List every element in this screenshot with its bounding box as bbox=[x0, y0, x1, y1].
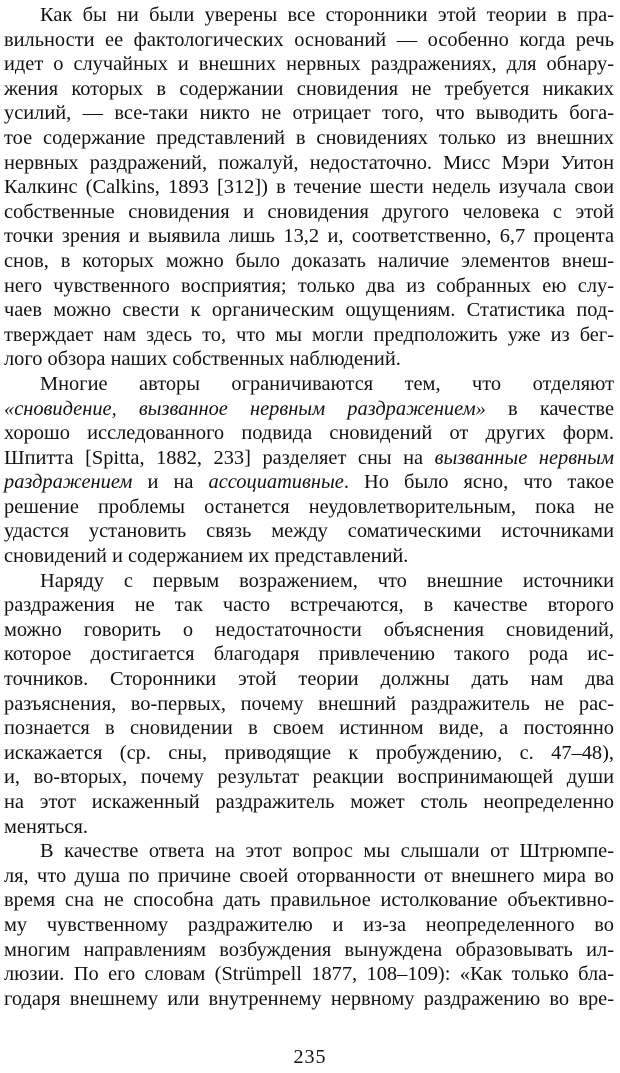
text-line: тое содержание представлений в сновидениях только из внешних bbox=[4, 126, 614, 149]
text-line: Многие авторы ограничиваются тем, что отделяют bbox=[40, 372, 614, 395]
text-line: решение проблемы останется неудовлетворительным, пока не bbox=[4, 495, 614, 518]
text-line: многим направлениям возбуждения вынуждена образовывать ил- bbox=[4, 938, 614, 961]
text-line: лого обзора наших собственных наблюдений. bbox=[4, 348, 401, 371]
paragraph-2 bbox=[4, 372, 614, 569]
italic-phrase: раздражением bbox=[4, 471, 133, 494]
text-line: Как бы ни были уверены все сторонники этой теории в пра- bbox=[40, 4, 614, 26]
text-line: можно говорить о недостаточности объяснения сновидений, bbox=[4, 618, 614, 641]
text-line: точников. Сторонники этой теории должны дать нам два bbox=[4, 668, 614, 691]
italic-phrase: вызванные нервным bbox=[434, 446, 614, 469]
text-line: жения которых в содержании сновидения не требуется никаких bbox=[4, 77, 614, 100]
text-line: сновидений и содержанием их представлений. bbox=[4, 545, 409, 568]
paragraph-4 bbox=[4, 839, 614, 1011]
text-line: познается в сновидении в своем истинном виде, а постоянно bbox=[4, 717, 614, 740]
text-line: раздражения не так часто встречаются, в качестве второго bbox=[4, 594, 614, 617]
italic-phrase: ассоциативные bbox=[208, 471, 344, 494]
text-line: В качестве ответа на этот вопрос мы слышали от Штрюмпе- bbox=[40, 840, 614, 863]
text-line: люзии. По его словам (Strümpell 1877, 108–109): «Как только бла- bbox=[4, 963, 614, 986]
text-line: му чувственному раздражителю и из-за неопределенного во bbox=[4, 913, 614, 936]
text-line: чаев можно свести к органическим ощущениям. Статистика под- bbox=[4, 299, 614, 322]
text-line: точки зрения и выявила лишь 13,2 и, соответственно, 6,7 процента bbox=[4, 225, 614, 248]
text-line-with-italic: Шпитта [Spitta, 1882, 233] разделяет сны на вызванные нервным bbox=[4, 446, 614, 469]
text-line: искажается (ср. сны, приводящие к пробуждению, с. 47–48), bbox=[4, 741, 614, 764]
text-line-with-italic: «сновидение, вызванное нервным раздражением» в качестве bbox=[4, 397, 614, 420]
text-line: на этот искаженный раздражитель может столь неопределенно bbox=[4, 791, 614, 813]
text-line: годаря внешнему или внутреннему нервному раздражению во вре- bbox=[4, 987, 614, 1010]
paragraph-1 bbox=[4, 3, 614, 372]
text-line: Наряду с первым возражением, что внешние источники bbox=[40, 569, 614, 592]
text-line: хорошо исследованного подвида сновидений от других форм. bbox=[4, 422, 614, 445]
text-line: тверждает нам здесь то, что мы могли предположить уже из бег- bbox=[4, 323, 614, 346]
text-line: вильности ее фактологических оснований — особенно когда речь bbox=[4, 28, 614, 51]
page-number: 235 bbox=[293, 1046, 327, 1068]
text-line: время сна не способна дать правильное истолкование объективно- bbox=[4, 889, 614, 912]
text-line: и, во-вторых, почему результат реакции воспринимающей души bbox=[4, 766, 614, 789]
text-line: Калкинс (Calkins, 1893 [312]) в течение шести недель изучала свои bbox=[4, 176, 614, 199]
text-line: меняться. bbox=[4, 815, 88, 838]
text-line: нервных раздражений, пожалуй, недостаточно. Мисс Мэри Уитон bbox=[4, 151, 614, 174]
italic-phrase: «сновидение, вызванное нервным раздражением» bbox=[4, 397, 486, 420]
paragraph-3 bbox=[4, 569, 614, 840]
text-line: снов, в которых можно было доказать наличие элементов внеш- bbox=[4, 249, 614, 272]
text-line: которое достигается благодаря привлечению такого рода ис- bbox=[4, 643, 614, 666]
text-line: ля, что душа по причине своей оторванности от внешнего мира во bbox=[4, 864, 614, 887]
text-line-with-italic: раздражением и на ассоциативные. Но было ясно, что такое bbox=[4, 471, 614, 494]
text-line: усилий, — все-таки никто не отрицает того, что выводить бога- bbox=[4, 102, 614, 125]
text-line: собственные сновидения и сновидения другого человека с этой bbox=[4, 200, 614, 223]
text-line: него чувственного восприятия; только два из собранных ею слу- bbox=[4, 274, 614, 297]
text-line: разъяснения, во-первых, почему внешний раздражитель не рас- bbox=[4, 692, 614, 715]
text-line: удастся установить связь между соматическими источниками bbox=[4, 520, 614, 543]
body-text bbox=[4, 3, 614, 1011]
text-line: идет о случайных и внешних нервных раздражениях, для обнару- bbox=[4, 53, 614, 76]
